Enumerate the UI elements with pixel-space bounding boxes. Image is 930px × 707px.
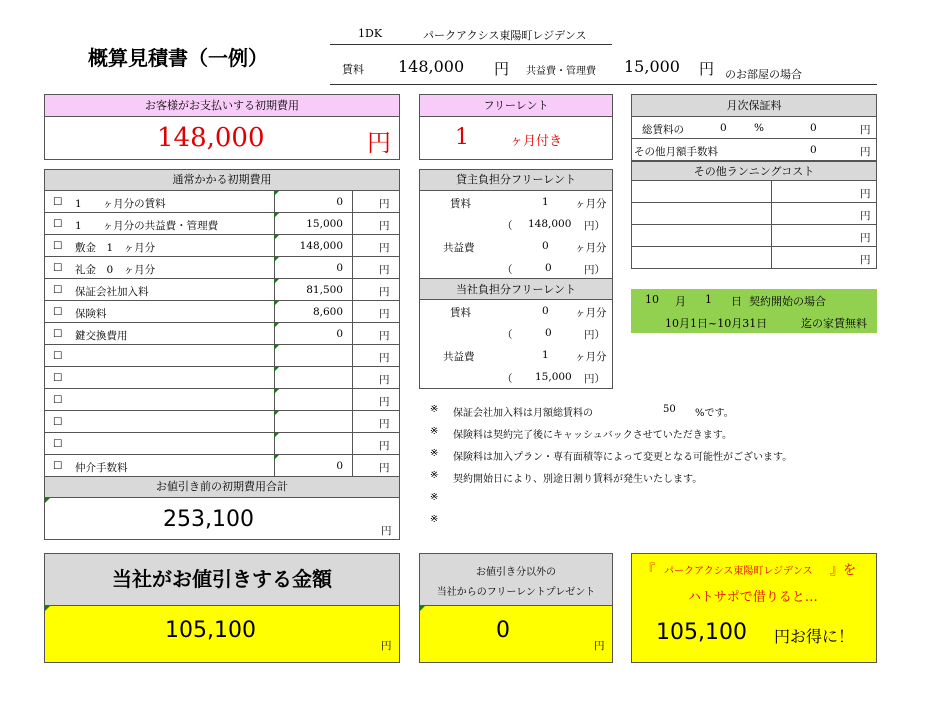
cost-value: 148,000: [299, 240, 343, 252]
property-name: パークアクシス東陽町レジデンス: [423, 29, 587, 42]
cost-unit: 円: [379, 440, 390, 452]
contract-start-box: 10 月 1 日 契約開始の場合 10月1日~10月31日 迄の家賃無料: [631, 289, 877, 333]
rent-label: 賃料: [342, 63, 364, 76]
normal-cost-row: [45, 301, 399, 323]
common-fee-label: 共益費・管理費: [526, 66, 596, 77]
normal-cost-row: [45, 191, 399, 213]
checkbox-icon[interactable]: ☐: [53, 350, 63, 362]
discount-unit: 円: [381, 640, 392, 652]
discount-header: 当社がお値引きする金額: [45, 554, 399, 606]
cost-value: 0: [336, 196, 343, 208]
running-cost-row: 円: [632, 203, 876, 225]
free-rent-months: 1: [455, 125, 469, 150]
cost-unit: 円: [379, 418, 390, 430]
free-rent-box: [419, 94, 613, 160]
discount-box: [44, 553, 400, 663]
summary-box: 『 パークアクシス東陽町レジデンス 』を ハトサポで借りると… 105,100 円お得に！: [631, 553, 877, 663]
cost-unit: 円: [379, 220, 390, 232]
checkbox-icon[interactable]: ☐: [53, 372, 63, 384]
running-cost-row: 円: [632, 247, 876, 269]
guarantee-row: その他月額手数料 0 円: [632, 139, 876, 161]
normal-cost-row: [45, 213, 399, 235]
cost-label: 保険料: [75, 308, 107, 320]
checkbox-icon[interactable]: ☐: [53, 394, 63, 406]
normal-cost-row: [45, 455, 399, 477]
cost-label: 敷金 1 ヶ月分: [75, 242, 156, 254]
checkbox-icon[interactable]: ☐: [53, 328, 63, 340]
normal-costs-header: 通常かかる初期費用: [45, 170, 399, 191]
rent-value: 148,000: [398, 57, 465, 76]
cost-value: 81,500: [306, 284, 343, 296]
cost-unit: 円: [379, 198, 390, 210]
cost-unit: 円: [379, 308, 390, 320]
pre-discount-header: お値引き前の初期費用合計: [45, 477, 399, 498]
cost-label: 保証会社加入料: [75, 286, 149, 298]
cost-unit: 円: [379, 242, 390, 254]
normal-cost-row: [45, 367, 399, 389]
cost-label: 1 ヶ月分の共益費・管理費: [75, 220, 219, 232]
cost-unit: 円: [379, 374, 390, 386]
present-unit: 円: [594, 640, 605, 652]
free-rent-suffix: ヶ月付き: [510, 134, 563, 149]
running-cost-row: 円: [632, 181, 876, 203]
cost-label: 1 ヶ月分の賃料: [75, 198, 166, 210]
cost-value: 8,600: [312, 306, 343, 318]
checkbox-icon[interactable]: ☐: [53, 460, 63, 472]
cost-label: 鍵交換費用: [75, 330, 128, 342]
checkbox-icon[interactable]: ☐: [53, 306, 63, 318]
discount-value: 105,100: [165, 618, 256, 643]
cost-value: 0: [336, 328, 343, 340]
landlord-free-rent-header: 貸主負担分フリーレント: [420, 170, 612, 191]
checkbox-icon[interactable]: ☐: [53, 240, 63, 252]
checkbox-icon[interactable]: ☐: [53, 262, 63, 274]
monthly-guarantee-header: 月次保証料: [632, 95, 876, 117]
company-free-rent-header: 当社負担分フリーレント: [420, 278, 612, 300]
checkbox-icon[interactable]: ☐: [53, 218, 63, 230]
cost-label: 礼金 0 ヶ月分: [75, 264, 156, 276]
normal-cost-row: [45, 433, 399, 455]
cost-unit: 円: [379, 330, 390, 342]
pre-discount-value: 253,100: [163, 507, 254, 532]
cost-value: 0: [336, 460, 343, 472]
free-rent-detail-box: 貸主負担分フリーレント 賃料 1 ヶ月分 （ 148,000 円） 共益費 0 ヶ月分 （ 0 円） 当社負担分フリーレント 賃料 0 ヶ月分 （ 0 円） 共益費 1 ヶ月分 （ 15,000 円）: [419, 169, 613, 389]
checkbox-icon[interactable]: ☐: [53, 416, 63, 428]
initial-cost-value: 148,000: [157, 123, 265, 153]
cost-unit: 円: [379, 396, 390, 408]
initial-cost-header: お客様がお支払いする初期費用: [45, 95, 399, 117]
running-cost-header: その他ランニングコスト: [632, 161, 876, 181]
cost-label: 仲介手数料: [75, 462, 128, 474]
present-header: お値引き分以外の 当社からのフリーレントプレゼント: [420, 554, 612, 606]
summary-value: 105,100: [656, 620, 747, 645]
room-suffix: のお部屋の場合: [725, 68, 802, 81]
common-fee-value: 15,000: [624, 57, 680, 76]
normal-cost-row: [45, 323, 399, 345]
guarantee-row: 総賃料の 0 % 0 円: [632, 117, 876, 139]
present-box: [419, 553, 613, 663]
present-value: 0: [496, 618, 510, 643]
running-cost-row: 円: [632, 225, 876, 247]
cost-value: 0: [336, 262, 343, 274]
checkbox-icon[interactable]: ☐: [53, 196, 63, 208]
pre-discount-unit: 円: [381, 525, 392, 537]
common-fee-yen: 円: [699, 60, 715, 78]
normal-cost-row: [45, 279, 399, 301]
cost-unit: 円: [379, 352, 390, 364]
normal-cost-row: [45, 389, 399, 411]
initial-cost-unit: 円: [367, 129, 391, 157]
normal-costs-box: [44, 169, 400, 477]
rent-yen: 円: [494, 60, 510, 78]
monthly-guarantee-box: [631, 94, 877, 269]
header-info: [330, 20, 877, 86]
normal-cost-row: [45, 235, 399, 257]
free-rent-header: フリーレント: [420, 95, 612, 117]
initial-cost-box: [44, 94, 400, 160]
cost-value: 15,000: [306, 218, 343, 230]
cost-unit: 円: [379, 462, 390, 474]
normal-cost-row: [45, 257, 399, 279]
cost-unit: 円: [379, 264, 390, 276]
page-title: 概算見積書（一例）: [88, 46, 268, 70]
normal-cost-row: [45, 411, 399, 433]
checkbox-icon[interactable]: ☐: [53, 438, 63, 450]
pre-discount-box: [44, 476, 400, 540]
normal-cost-row: [45, 345, 399, 367]
room-type: 1DK: [358, 27, 383, 40]
checkbox-icon[interactable]: ☐: [53, 284, 63, 296]
cost-unit: 円: [379, 286, 390, 298]
